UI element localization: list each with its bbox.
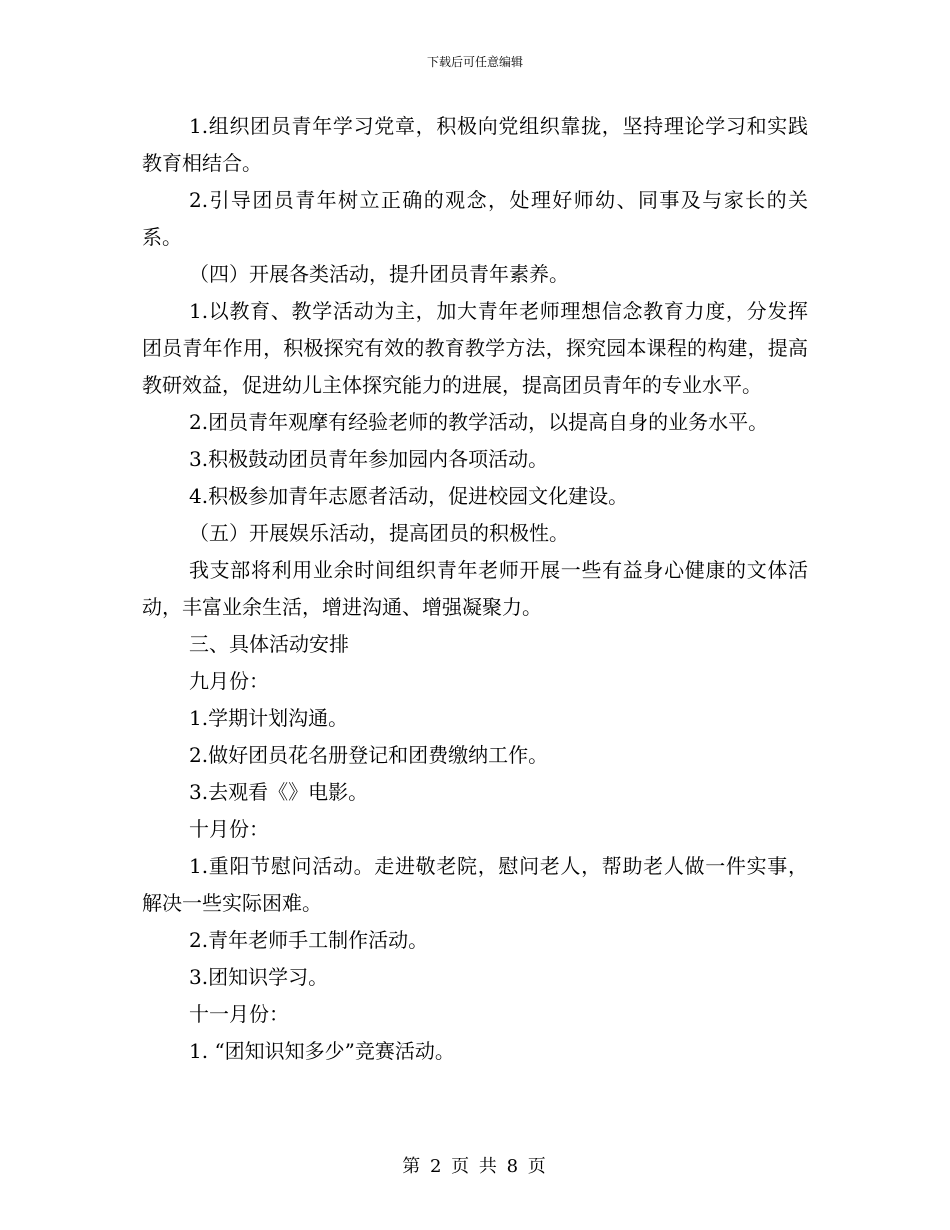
list-item: 3.去观看《》电影。 <box>189 780 369 804</box>
list-item: 1.学期计划沟通。 <box>189 706 349 730</box>
list-item: 2.做好团员花名册登记和团费缴纳工作。 <box>189 743 549 767</box>
section-heading-5: （五）开展娱乐活动，提高团员的积极性。 <box>189 521 569 545</box>
paragraph-2: 2.引导团员青年树立正确的观念，处理好师幼、同事及与家长的关系。 <box>142 188 808 249</box>
list-item: 1.重阳节慰问活动。走进敬老院，慰问老人，帮助老人做一件实事，解决一些实际困难。 <box>142 854 808 915</box>
document-body <box>142 108 808 1070</box>
paragraph-3: 1.以教育、教学活动为主，加大青年老师理想信念教育力度，分发挥团员青年作用，积极探究有效的教育教学方法，探究园本课程的构建，提高教研效益，促进幼儿主体探究能力的进展，提高团员青年的专业水平。 <box>142 299 808 397</box>
page-header: 下载后可任意编辑 <box>426 55 523 69</box>
month-october: 十月份： <box>189 817 269 841</box>
paragraph-1: 1.组织团员青年学习党章，积极向党组织靠拢，坚持理论学习和实践教育相结合。 <box>142 114 808 175</box>
month-september: 九月份： <box>189 669 269 693</box>
list-item: 3.团知识学习。 <box>189 965 329 989</box>
section-heading-4: （四）开展各类活动，提升团员青年素养。 <box>189 262 569 286</box>
list-item: 2.青年老师手工制作活动。 <box>189 928 429 952</box>
paragraph-4: 2.团员青年观摩有经验老师的教学活动，以提高自身的业务水平。 <box>189 410 769 434</box>
month-november: 十一月份： <box>189 1002 289 1026</box>
paragraph-5: 3.积极鼓动团员青年参加园内各项活动。 <box>189 447 549 471</box>
list-item: 1. “团知识知多少”竞赛活动。 <box>189 1039 455 1063</box>
page-footer: 第 2 页 共 8 页 <box>402 1156 548 1177</box>
paragraph-7: 我支部将利用业余时间组织青年老师开展一些有益身心健康的文体活动，丰富业余生活，增进沟通、增强凝聚力。 <box>142 558 808 619</box>
section-heading-3: 三、具体活动安排 <box>189 632 349 656</box>
paragraph-6: 4.积极参加青年志愿者活动，促进校园文化建设。 <box>189 484 629 508</box>
